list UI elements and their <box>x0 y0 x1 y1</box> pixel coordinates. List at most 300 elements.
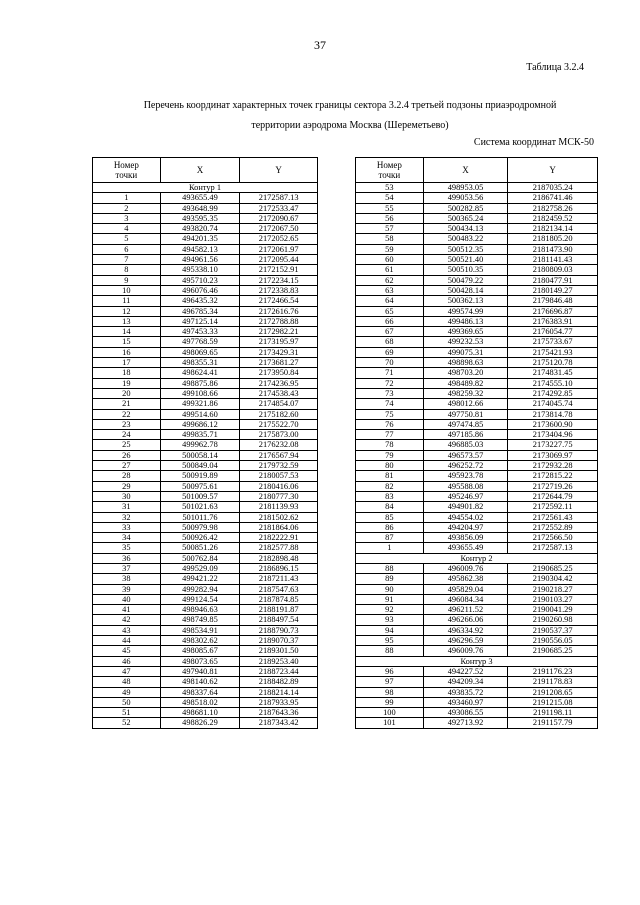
y-coordinate-cell: 2190260.98 <box>508 615 598 625</box>
table-row <box>356 285 598 295</box>
y-coordinate-cell: 2172932.28 <box>508 461 598 471</box>
point-number-cell: 58 <box>356 234 424 244</box>
y-coordinate-cell: 2190218.27 <box>508 584 598 594</box>
y-coordinate-cell: 2173404.96 <box>508 430 598 440</box>
table-row <box>93 584 318 594</box>
x-coordinate-cell: 500510.35 <box>423 265 508 275</box>
y-coordinate-cell: 2172052.65 <box>240 234 318 244</box>
table-row <box>356 615 598 625</box>
table-row <box>93 378 318 388</box>
x-coordinate-cell: 498069.65 <box>160 347 240 357</box>
x-coordinate-cell: 497768.59 <box>160 337 240 347</box>
coordinate-system-label: Система координат МСК-50 <box>473 137 594 148</box>
point-number-cell: 40 <box>93 594 161 604</box>
y-coordinate-cell: 2191157.79 <box>508 718 598 728</box>
point-number-cell: 6 <box>93 244 161 254</box>
table-row <box>93 244 318 254</box>
x-coordinate-cell: 499124.54 <box>160 594 240 604</box>
table-row <box>356 533 598 543</box>
y-coordinate-cell: 2190103.27 <box>508 594 598 604</box>
y-coordinate-cell: 2191178.83 <box>508 677 598 687</box>
table-row <box>93 491 318 501</box>
x-coordinate-cell: 498518.02 <box>160 697 240 707</box>
point-number-cell: 53 <box>356 183 424 193</box>
table-row <box>93 563 318 573</box>
y-coordinate-cell: 2172561.43 <box>508 512 598 522</box>
point-number-cell: 32 <box>93 512 161 522</box>
point-number-cell: 67 <box>356 327 424 337</box>
point-number-cell: 57 <box>356 224 424 234</box>
x-coordinate-cell: 499369.65 <box>423 327 508 337</box>
point-number-cell: 85 <box>356 512 424 522</box>
table-row <box>356 358 598 368</box>
point-number-cell: 49 <box>93 687 161 697</box>
y-coordinate-cell: 2187643.36 <box>240 708 318 718</box>
table-row <box>356 337 598 347</box>
point-number-cell: 100 <box>356 708 424 718</box>
point-number-cell: 96 <box>356 666 424 676</box>
point-number-cell: 1 <box>93 193 161 203</box>
x-coordinate-cell: 498337.64 <box>160 687 240 697</box>
table-row <box>356 677 598 687</box>
table-row <box>93 265 318 275</box>
y-coordinate-cell: 2175733.67 <box>508 337 598 347</box>
y-coordinate-cell: 2172234.15 <box>240 275 318 285</box>
y-coordinate-cell: 2176567.94 <box>240 450 318 460</box>
table-row <box>93 296 318 306</box>
table-row <box>356 440 598 450</box>
table-row <box>93 285 318 295</box>
point-number-cell: 22 <box>93 409 161 419</box>
y-coordinate-cell: 2190304.42 <box>508 574 598 584</box>
point-number-cell: 91 <box>356 594 424 604</box>
table-row <box>356 213 598 223</box>
y-coordinate-cell: 2181805.20 <box>508 234 598 244</box>
table-row <box>356 296 598 306</box>
point-number-cell: 60 <box>356 255 424 265</box>
y-coordinate-cell: 2172592.11 <box>508 502 598 512</box>
point-number-cell: 44 <box>93 636 161 646</box>
x-coordinate-cell: 498073.65 <box>160 656 240 666</box>
point-number-cell: 84 <box>356 502 424 512</box>
y-coordinate-cell: 2172815.22 <box>508 471 598 481</box>
y-coordinate-cell: 2173429.31 <box>240 347 318 357</box>
x-coordinate-cell: 500058.14 <box>160 450 240 460</box>
y-coordinate-cell: 2173950.84 <box>240 368 318 378</box>
y-coordinate-cell: 2173227.75 <box>508 440 598 450</box>
x-coordinate-cell: 496211.52 <box>423 605 508 615</box>
x-coordinate-cell: 500282.85 <box>423 203 508 213</box>
point-number-cell: 56 <box>356 213 424 223</box>
x-coordinate-cell: 498681.10 <box>160 708 240 718</box>
table-row <box>356 224 598 234</box>
table-row <box>93 615 318 625</box>
x-coordinate-cell: 496009.76 <box>423 646 508 656</box>
x-coordinate-cell: 494554.02 <box>423 512 508 522</box>
table-row <box>356 605 598 615</box>
x-coordinate-cell: 493460.97 <box>423 697 508 707</box>
table-row <box>93 481 318 491</box>
table-row <box>356 481 598 491</box>
x-coordinate-cell: 496435.32 <box>160 296 240 306</box>
point-number-cell: 39 <box>93 584 161 594</box>
x-coordinate-cell: 500365.24 <box>423 213 508 223</box>
x-coordinate-cell: 501011.76 <box>160 512 240 522</box>
x-coordinate-cell: 494227.52 <box>423 666 508 676</box>
x-coordinate-cell: 498355.31 <box>160 358 240 368</box>
y-coordinate-cell: 2181139.93 <box>240 502 318 512</box>
point-number-cell: 33 <box>93 522 161 532</box>
point-number-cell: 20 <box>93 388 161 398</box>
table-row <box>93 666 318 676</box>
point-number-cell: 65 <box>356 306 424 316</box>
x-coordinate-cell: 500851.26 <box>160 543 240 553</box>
x-coordinate-cell: 496334.92 <box>423 625 508 635</box>
point-number-cell: 24 <box>93 430 161 440</box>
x-coordinate-cell: 493820.74 <box>160 224 240 234</box>
point-number-cell: 74 <box>356 399 424 409</box>
table-row <box>356 327 598 337</box>
table-row <box>356 563 598 573</box>
y-coordinate-cell: 2179732.59 <box>240 461 318 471</box>
table-row <box>356 388 598 398</box>
y-coordinate-cell: 2172067.50 <box>240 224 318 234</box>
point-number-cell: 69 <box>356 347 424 357</box>
x-coordinate-cell: 493856.09 <box>423 533 508 543</box>
x-coordinate-cell: 493086.55 <box>423 708 508 718</box>
y-coordinate-cell: 2176383.91 <box>508 316 598 326</box>
table-row <box>356 316 598 326</box>
table-row <box>93 471 318 481</box>
point-number-cell: 36 <box>93 553 161 563</box>
y-coordinate-cell: 2187035.24 <box>508 183 598 193</box>
table-row <box>93 430 318 440</box>
y-coordinate-cell: 2181502.62 <box>240 512 318 522</box>
x-coordinate-cell: 495246.97 <box>423 491 508 501</box>
y-coordinate-cell: 2182134.14 <box>508 224 598 234</box>
y-coordinate-cell: 2176054.77 <box>508 327 598 337</box>
point-number-cell: 80 <box>356 461 424 471</box>
y-coordinate-cell: 2172587.13 <box>508 543 598 553</box>
point-number-cell: 7 <box>93 255 161 265</box>
point-number-cell: 19 <box>93 378 161 388</box>
point-number-cell: 73 <box>356 388 424 398</box>
table-row <box>93 275 318 285</box>
document-title <box>70 96 630 136</box>
table-row <box>356 193 598 203</box>
y-coordinate-cell: 2175421.93 <box>508 347 598 357</box>
point-number-cell: 21 <box>93 399 161 409</box>
point-number-cell: 90 <box>356 584 424 594</box>
point-number-cell: 76 <box>356 419 424 429</box>
table-row <box>93 306 318 316</box>
table-row <box>356 461 598 471</box>
point-number-cell: 15 <box>93 337 161 347</box>
table-row <box>356 183 598 193</box>
table-row <box>93 677 318 687</box>
x-coordinate-cell: 493655.49 <box>423 543 508 553</box>
table-row <box>93 553 318 563</box>
x-coordinate-cell: 500428.14 <box>423 285 508 295</box>
x-coordinate-cell: 495862.38 <box>423 574 508 584</box>
table-row <box>93 347 318 357</box>
point-number-cell: 5 <box>93 234 161 244</box>
table-row <box>93 399 318 409</box>
x-coordinate-cell: 500479.22 <box>423 275 508 285</box>
y-coordinate-cell: 2190685.25 <box>508 563 598 573</box>
table-row <box>93 409 318 419</box>
table-row <box>93 646 318 656</box>
table-row <box>93 625 318 635</box>
point-number-cell: 98 <box>356 687 424 697</box>
point-number-cell: 14 <box>93 327 161 337</box>
y-coordinate-cell: 2180149.27 <box>508 285 598 295</box>
point-number-cell: 54 <box>356 193 424 203</box>
y-coordinate-cell: 2182898.48 <box>240 553 318 563</box>
x-coordinate-cell: 499686.12 <box>160 419 240 429</box>
table-row <box>356 718 598 728</box>
table-row <box>93 512 318 522</box>
y-coordinate-cell: 2188482.89 <box>240 677 318 687</box>
table-row <box>356 697 598 707</box>
table-row <box>356 543 598 553</box>
x-coordinate-cell: 498749.85 <box>160 615 240 625</box>
y-coordinate-cell: 2181141.43 <box>508 255 598 265</box>
point-number-cell: 70 <box>356 358 424 368</box>
point-number-cell: 45 <box>93 646 161 656</box>
contour-label: Контур 2 <box>356 553 598 563</box>
y-coordinate-cell: 2174236.95 <box>240 378 318 388</box>
x-coordinate-cell: 496885.03 <box>423 440 508 450</box>
point-number-cell: 30 <box>93 491 161 501</box>
table-row <box>356 244 598 254</box>
y-coordinate-cell: 2172090.67 <box>240 213 318 223</box>
y-coordinate-cell: 2175873.00 <box>240 430 318 440</box>
table-row <box>356 203 598 213</box>
point-number-cell: 95 <box>356 636 424 646</box>
point-number-cell: 16 <box>93 347 161 357</box>
title-line-2: территории аэродрома Москва (Шереметьево) <box>251 120 449 131</box>
x-coordinate-cell: 501009.57 <box>160 491 240 501</box>
x-coordinate-cell: 499053.56 <box>423 193 508 203</box>
table-row <box>93 368 318 378</box>
x-coordinate-cell: 499529.09 <box>160 563 240 573</box>
x-coordinate-cell: 498302.62 <box>160 636 240 646</box>
x-coordinate-cell: 495588.08 <box>423 481 508 491</box>
x-coordinate-cell: 499962.78 <box>160 440 240 450</box>
table-row <box>93 224 318 234</box>
table-row <box>356 502 598 512</box>
point-number-cell: 87 <box>356 533 424 543</box>
point-number-cell: 17 <box>93 358 161 368</box>
point-number-cell: 1 <box>356 543 424 553</box>
y-coordinate-cell: 2180477.91 <box>508 275 598 285</box>
y-coordinate-cell: 2191215.08 <box>508 697 598 707</box>
y-coordinate-cell: 2172095.44 <box>240 255 318 265</box>
point-number-cell: 38 <box>93 574 161 584</box>
y-coordinate-cell: 2179846.48 <box>508 296 598 306</box>
x-coordinate-cell: 500926.42 <box>160 533 240 543</box>
point-number-cell: 97 <box>356 677 424 687</box>
y-coordinate-cell: 2186741.46 <box>508 193 598 203</box>
point-number-cell: 62 <box>356 275 424 285</box>
table-row <box>93 605 318 615</box>
point-number-cell: 25 <box>93 440 161 450</box>
point-number-cell: 63 <box>356 285 424 295</box>
table-row <box>93 708 318 718</box>
table-row <box>93 450 318 460</box>
table-row <box>356 378 598 388</box>
x-coordinate-cell: 500979.98 <box>160 522 240 532</box>
point-number-cell: 26 <box>93 450 161 460</box>
table-row <box>93 358 318 368</box>
header-point-number: Номер точки <box>356 158 424 183</box>
x-coordinate-cell: 499574.99 <box>423 306 508 316</box>
table-row <box>93 255 318 265</box>
point-number-cell: 101 <box>356 718 424 728</box>
y-coordinate-cell: 2181864.06 <box>240 522 318 532</box>
table-row <box>356 471 598 481</box>
table-row <box>356 687 598 697</box>
x-coordinate-cell: 498898.63 <box>423 358 508 368</box>
y-coordinate-cell: 2187874.85 <box>240 594 318 604</box>
x-coordinate-cell: 496084.34 <box>423 594 508 604</box>
y-coordinate-cell: 2172644.79 <box>508 491 598 501</box>
y-coordinate-cell: 2172982.21 <box>240 327 318 337</box>
table-row <box>356 368 598 378</box>
table-row <box>356 636 598 646</box>
header-y: Y <box>240 158 318 183</box>
y-coordinate-cell: 2172616.76 <box>240 306 318 316</box>
y-coordinate-cell: 2191208.65 <box>508 687 598 697</box>
point-number-cell: 52 <box>93 718 161 728</box>
x-coordinate-cell: 500362.13 <box>423 296 508 306</box>
point-number-cell: 61 <box>356 265 424 275</box>
point-number-cell: 94 <box>356 625 424 635</box>
x-coordinate-cell: 499108.66 <box>160 388 240 398</box>
point-number-cell: 89 <box>356 574 424 584</box>
table-row <box>93 203 318 213</box>
point-number-cell: 81 <box>356 471 424 481</box>
y-coordinate-cell: 2190041.29 <box>508 605 598 615</box>
table-row <box>356 275 598 285</box>
x-coordinate-cell: 494204.97 <box>423 522 508 532</box>
y-coordinate-cell: 2181473.90 <box>508 244 598 254</box>
contour-label: Контур 3 <box>356 656 598 666</box>
y-coordinate-cell: 2174045.74 <box>508 399 598 409</box>
point-number-cell: 35 <box>93 543 161 553</box>
x-coordinate-cell: 499486.13 <box>423 316 508 326</box>
point-number-cell: 66 <box>356 316 424 326</box>
y-coordinate-cell: 2187933.95 <box>240 697 318 707</box>
point-number-cell: 11 <box>93 296 161 306</box>
x-coordinate-cell: 500919.89 <box>160 471 240 481</box>
point-number-cell: 46 <box>93 656 161 666</box>
point-number-cell: 79 <box>356 450 424 460</box>
table-row <box>93 574 318 584</box>
x-coordinate-cell: 500849.04 <box>160 461 240 471</box>
x-coordinate-cell: 497125.14 <box>160 316 240 326</box>
y-coordinate-cell: 2172788.88 <box>240 316 318 326</box>
y-coordinate-cell: 2190537.37 <box>508 625 598 635</box>
point-number-cell: 41 <box>93 605 161 615</box>
y-coordinate-cell: 2172587.13 <box>240 193 318 203</box>
x-coordinate-cell: 501021.63 <box>160 502 240 512</box>
table-row <box>93 213 318 223</box>
table-row <box>93 388 318 398</box>
y-coordinate-cell: 2175182.60 <box>240 409 318 419</box>
x-coordinate-cell: 494961.56 <box>160 255 240 265</box>
point-number-cell: 93 <box>356 615 424 625</box>
table-row <box>356 491 598 501</box>
table-row <box>356 708 598 718</box>
table-row <box>93 522 318 532</box>
point-number-cell: 37 <box>93 563 161 573</box>
y-coordinate-cell: 2173195.97 <box>240 337 318 347</box>
table-header-row <box>356 158 598 183</box>
x-coordinate-cell: 493655.49 <box>160 193 240 203</box>
y-coordinate-cell: 2176696.87 <box>508 306 598 316</box>
table-row <box>356 594 598 604</box>
header-x: X <box>423 158 508 183</box>
y-coordinate-cell: 2191176.23 <box>508 666 598 676</box>
y-coordinate-cell: 2187547.63 <box>240 584 318 594</box>
x-coordinate-cell: 495829.04 <box>423 584 508 594</box>
x-coordinate-cell: 499321.86 <box>160 399 240 409</box>
x-coordinate-cell: 499075.31 <box>423 347 508 357</box>
table-row <box>93 687 318 697</box>
y-coordinate-cell: 2180777.30 <box>240 491 318 501</box>
table-row <box>356 399 598 409</box>
y-coordinate-cell: 2172719.26 <box>508 481 598 491</box>
y-coordinate-cell: 2187343.42 <box>240 718 318 728</box>
table-row <box>356 574 598 584</box>
point-number-cell: 51 <box>93 708 161 718</box>
x-coordinate-cell: 497185.86 <box>423 430 508 440</box>
y-coordinate-cell: 2182758.26 <box>508 203 598 213</box>
table-row <box>93 327 318 337</box>
table-row <box>93 316 318 326</box>
x-coordinate-cell: 494209.34 <box>423 677 508 687</box>
point-number-cell: 23 <box>93 419 161 429</box>
x-coordinate-cell: 498012.66 <box>423 399 508 409</box>
x-coordinate-cell: 498953.05 <box>423 183 508 193</box>
y-coordinate-cell: 2187211.43 <box>240 574 318 584</box>
table-row <box>93 718 318 728</box>
table-row <box>356 522 598 532</box>
table-row <box>356 512 598 522</box>
contour-label: Контур 1 <box>93 183 318 193</box>
y-coordinate-cell: 2173069.97 <box>508 450 598 460</box>
table-row <box>356 255 598 265</box>
x-coordinate-cell: 496296.59 <box>423 636 508 646</box>
x-coordinate-cell: 497453.33 <box>160 327 240 337</box>
y-coordinate-cell: 2189253.40 <box>240 656 318 666</box>
y-coordinate-cell: 2190685.25 <box>508 646 598 656</box>
point-number-cell: 82 <box>356 481 424 491</box>
y-coordinate-cell: 2182577.88 <box>240 543 318 553</box>
table-row <box>356 625 598 635</box>
x-coordinate-cell: 499835.71 <box>160 430 240 440</box>
table-row <box>356 265 598 275</box>
x-coordinate-cell: 499421.22 <box>160 574 240 584</box>
point-number-cell: 8 <box>93 265 161 275</box>
x-coordinate-cell: 498946.63 <box>160 605 240 615</box>
x-coordinate-cell: 495923.78 <box>423 471 508 481</box>
y-coordinate-cell: 2180416.06 <box>240 481 318 491</box>
table-row <box>356 666 598 676</box>
point-number-cell: 10 <box>93 285 161 295</box>
